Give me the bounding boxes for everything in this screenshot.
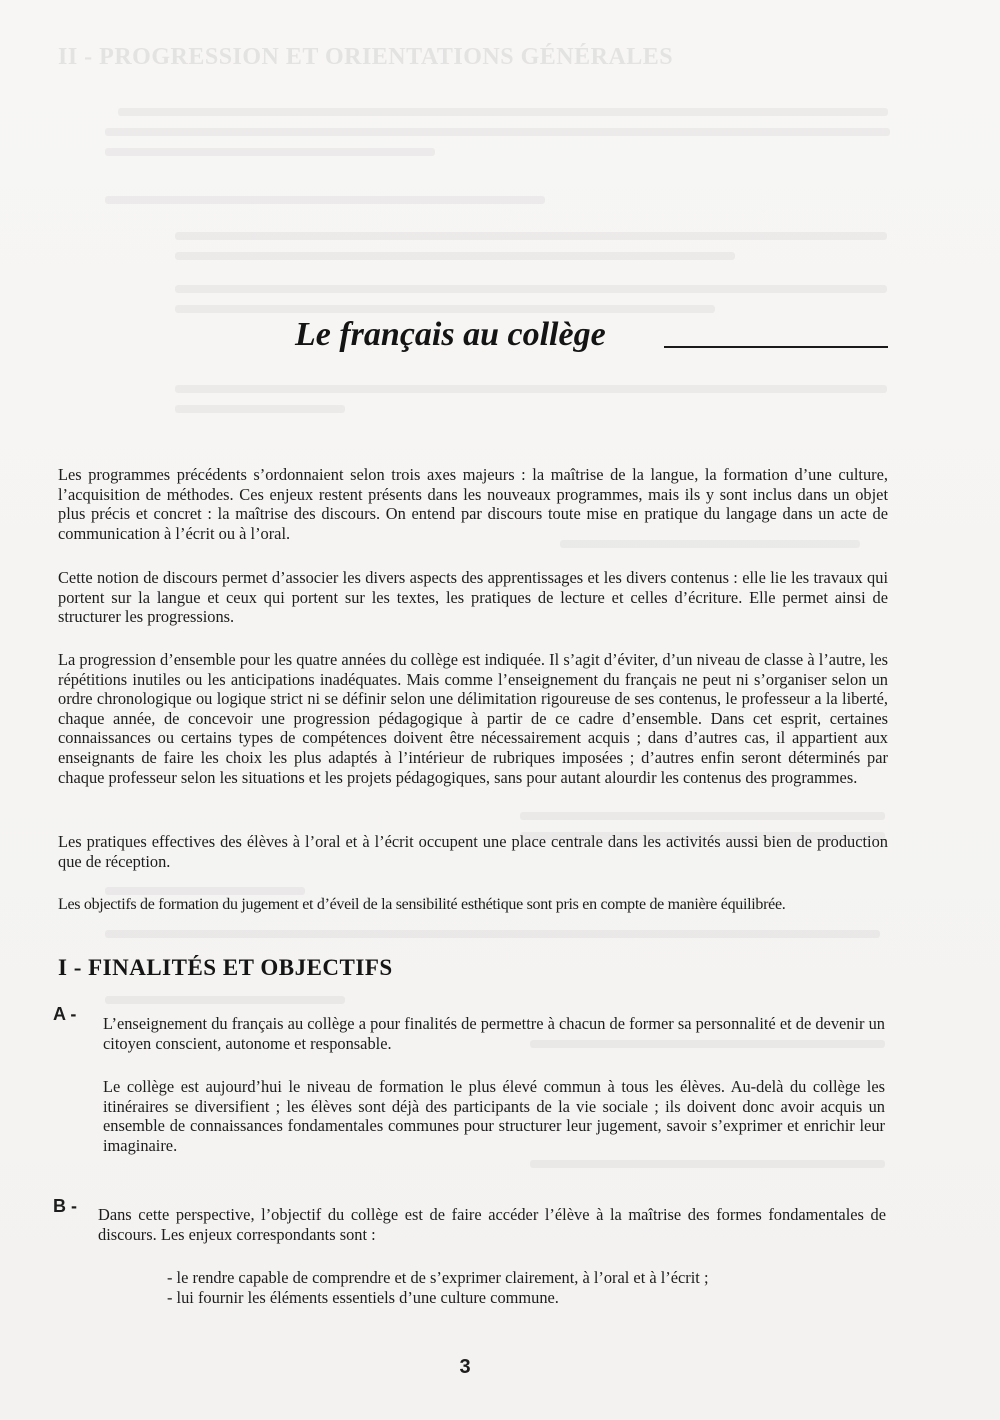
section-b-marker: B - — [53, 1196, 77, 1216]
show-through-line — [105, 996, 345, 1004]
show-through-line — [105, 128, 890, 136]
objectives-list — [167, 1268, 867, 1308]
list-item: - lui fournir les éléments essentiels d’une culture commune. — [167, 1288, 559, 1307]
show-through-line — [530, 1160, 885, 1168]
intro-paragraph-5: Les objectifs de formation du jugement et d’éveil de la sensibilité esthétique sont pris en compte de manière équilibrée. — [58, 896, 786, 913]
show-through-line — [175, 285, 887, 293]
show-through-line — [105, 887, 305, 895]
page-title: Le français au collège — [295, 316, 606, 353]
page-number: 3 — [459, 1356, 471, 1378]
section-a-paragraph-1: L’enseignement du français au collège a pour finalités de permettre à chacun de former sa personnalité et de devenir un citoyen conscient, autonome et responsable. — [103, 1014, 885, 1053]
section-heading: I - FINALITÉS ET OBJECTIFS — [58, 955, 393, 980]
show-through-heading: II - PROGRESSION ET ORIENTATIONS GÉNÉRALES — [58, 44, 674, 70]
intro-paragraph-3: La progression d’ensemble pour les quatre années du collège est indiquée. Il s’agit d’éviter, d’un niveau de classe à l’autre, les répétitions inutiles ou les anticipations inadéquates. Mais comme l’enseignement du français ne peut ni s’organiser selon un ordre chronologique ou logique strict ni se définir selon une délimitation rigoureuse de ses contenus, le professeur a la liberté, chaque année, de concevoir une progression pédagogique à partir de ce cadre d’ensemble. Dans cet esprit, certaines connaissances ou certains types de compétences doivent être nécessairement acquis ; dans d’autres cas, il appartient aux enseignants de faire les choix les plus adaptés à l’intérieur de rubriques imposées ; d’autres enfin seront déterminés par chaque professeur selon les situations et les projets pédagogiques, sans pour autant alourdir les contenus des programmes. — [58, 650, 888, 787]
list-item: - le rendre capable de comprendre et de s’exprimer clairement, à l’oral et à l’écrit ; — [167, 1268, 709, 1287]
show-through-line — [118, 108, 888, 116]
section-a-paragraph-2: Le collège est aujourd’hui le niveau de formation le plus élevé commun à tous les élèves. Au-delà du collège les itinéraires se diversifient ; les élèves sont déjà des participants de la vie sociale ; ils doivent donc avoir acquis un ensemble de connaissances fondamentales communes pour structurer leur jugement, savoir s’exprimer et enrichir leur imaginaire. — [103, 1077, 885, 1155]
title-rule — [664, 346, 888, 348]
section-b-paragraph: Dans cette perspective, l’objectif du collège est de faire accéder l’élève à la maîtrise des formes fondamentales de discours. Les enjeux correspondants sont : — [98, 1205, 886, 1244]
show-through-line — [175, 252, 735, 260]
intro-paragraph-2: Cette notion de discours permet d’associer les divers aspects des apprentissages et les divers contenus : elle lie les travaux qui portent sur la langue et ceux qui portent sur les textes, les pratiques de lecture et celles d’écriture. Elle permet ainsi de structurer les progressions. — [58, 568, 888, 627]
show-through-line — [105, 196, 545, 204]
show-through-line — [175, 405, 345, 413]
show-through-line — [175, 385, 887, 393]
intro-paragraph-4: Les pratiques effectives des élèves à l’oral et à l’écrit occupent une place centrale dans les activités aussi bien de production que de réception. — [58, 832, 888, 871]
section-a-marker: A - — [53, 1004, 77, 1024]
show-through-line — [175, 232, 887, 240]
show-through-line — [105, 148, 435, 156]
show-through-line — [105, 930, 880, 938]
intro-paragraph-1: Les programmes précédents s’ordonnaient selon trois axes majeurs : la maîtrise de la langue, la formation d’une culture, l’acquisition de méthodes. Ces enjeux restent présents dans les nouveaux programmes, mais ils y sont inclus dans un objet plus précis et concret : la maîtrise des discours. On entend par discours toute mise en pratique du langage dans un acte de communication à l’écrit ou à l’oral. — [58, 465, 888, 543]
show-through-line — [520, 812, 885, 820]
show-through-line — [175, 305, 715, 313]
